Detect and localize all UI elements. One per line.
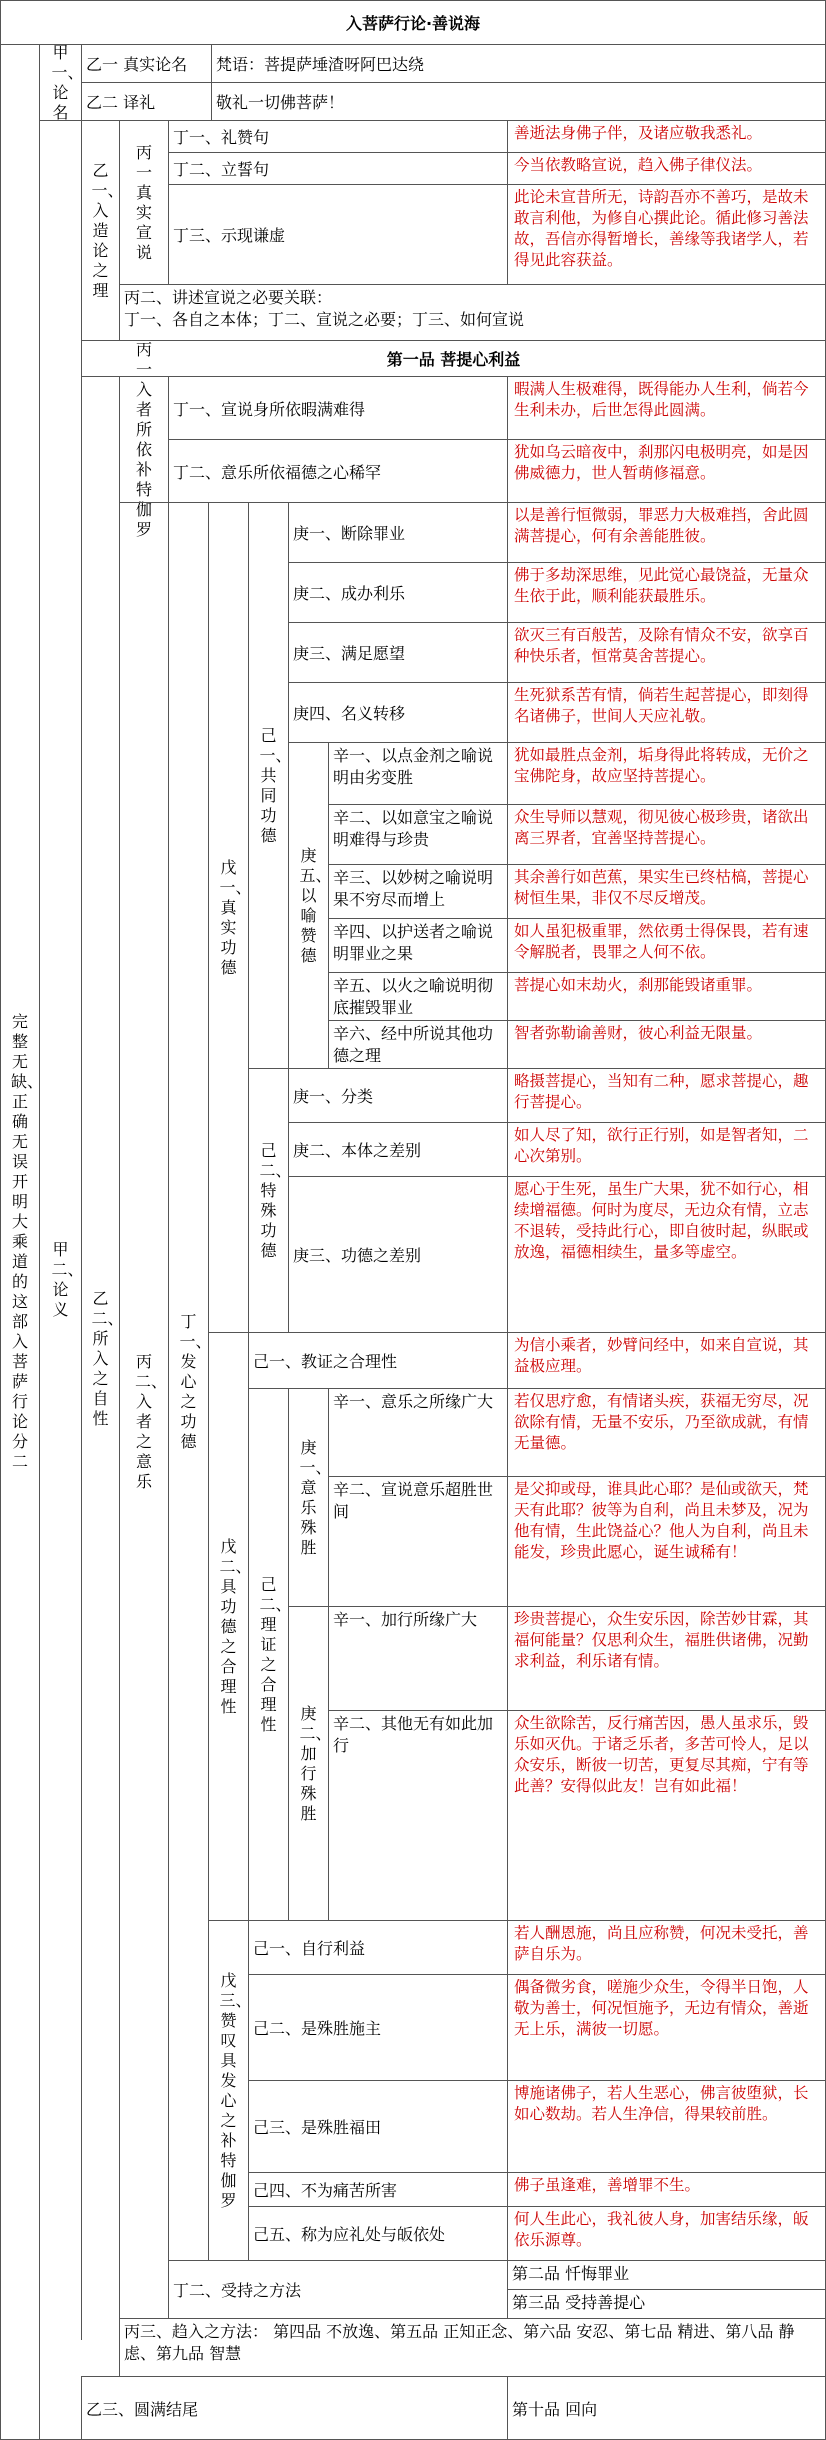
geng1b-verse: 略摄菩提心，当知有二种，愿求菩提心，趣行菩提心。 [507, 1068, 826, 1122]
geng4-verse: 生死狱系苦有情，倘若生起菩提心，即刻得名诸佛子，世间人天应礼敬。 [507, 682, 826, 742]
ji5c: 己五、称为应礼处与皈依处 [248, 2206, 507, 2260]
ji4c: 己四、不为痛苦所害 [248, 2172, 507, 2206]
geng1b: 庚一、分类 [288, 1068, 507, 1122]
root-text: 完整无缺、正确无误开明大乘道的这部入菩萨行论分二 [11, 1012, 44, 1471]
bing2b-text: 丙二、入者之意乐 [135, 1351, 168, 1491]
yi2-text: 敬礼一切佛菩萨！ [211, 82, 826, 120]
geng2b: 庚二、本体之差别 [288, 1122, 507, 1176]
xin4: 辛四、以护送者之喻说明罪业之果 [328, 918, 507, 972]
geng1-verse: 以是善行恒微弱，罪恶力大极难挡，舍此圆满菩提心，何有余善能胜彼。 [507, 502, 826, 562]
geng3-verse: 欲灭三有百般苦，及除有情众不安，欲享百种快乐者，恒常莫舍菩提心。 [507, 622, 826, 682]
ji4c-verse: 佛子虽逢难，善增罪不生。 [507, 2172, 826, 2206]
xin6: 辛六、经中所说其他功德之理 [328, 1020, 507, 1068]
geng3b: 庚三、功德之差别 [288, 1176, 507, 1332]
bing1b [119, 339, 168, 539]
xin4-verse: 如人虽犯极重罪，然依勇士得保畏，若有速令解脱者，畏罪之人何不依。 [507, 918, 826, 972]
yi2-jia1: 乙二 译礼 [81, 82, 211, 120]
ji2b-text: 己二、理证之合理性 [259, 1574, 292, 1734]
xin2: 辛二、以如意宝之喻说明难得与珍贵 [328, 804, 507, 864]
ding1c-text: 丁一、发心之功德 [179, 1311, 212, 1451]
ding1-verse: 善逝法身佛子伴，及诸应敬我悉礼。 [507, 120, 826, 152]
geng4: 庚四、名义转移 [288, 682, 507, 742]
geng3b-verse: 愿心于生死，虽生广大果，犹不如行心，相续增福德。何时为度尽，无边众有情，立志不退转，受持此行心，即自彼时起，纵眠或放逸，福德相续生，量多等虚空。 [507, 1176, 826, 1332]
yi1-text: 梵语：菩提萨埵渣呀阿巴达绕 [211, 44, 826, 82]
xin6-verse: 智者弥勒谕善财，彼心利益无限量。 [507, 1020, 826, 1068]
ji1 [248, 502, 292, 1068]
wu3-text: 戊三、赞叹具发心之补特伽罗 [219, 1970, 252, 2210]
ji1c: 己一、自行利益 [248, 1920, 507, 1974]
ji2c-verse: 偶备微劣食，嗟施少众生，令得半日饱，人敬为善士，何况恒施予，无边有情众，善逝无上乐，满彼一切愿。 [507, 1974, 826, 2080]
ding1b: 丁一、宣说身所依暇满难得 [168, 376, 507, 439]
xin3: 辛三、以妙树之喻说明果不穷尽而增上 [328, 864, 507, 918]
bing1 [119, 120, 168, 284]
xin2b: 辛二、宣说意乐超胜世间 [328, 1476, 507, 1606]
ding2: 丁二、立誓句 [168, 152, 507, 184]
ding2b-verse: 犹如乌云暗夜中，刹那闪电极明亮，如是因佛威德力，世人暂萌修福意。 [507, 439, 826, 502]
ding1b-verse: 暇满人生极难得，既得能办人生利，倘若今生利未办，后世怎得此圆满。 [507, 376, 826, 439]
ji1b-verse: 为信小乘者，妙臂问经中，如来自宣说，其益极应理。 [507, 1332, 826, 1388]
ding2-verse: 今当依教略宣说，趋入佛子律仪法。 [507, 152, 826, 184]
xin1c: 辛一、加行所缘广大 [328, 1606, 507, 1710]
bing3: 丙三、趋入之方法： 第四品 不放逸、第五品 正知正念、第六品 安忍、第七品 精进、第八品 静虑、第九品 智慧 [119, 2318, 826, 2376]
xin2c-verse: 众生欲除苦，反行痛苦因，愚人虽求乐，毁乐如灭仇。于诸乏乐者，多苦可怜人，足以众安乐，断彼一切苦，更复尽其痴，宁有等此善？安得似此友！岂有如此福！ [507, 1710, 826, 1920]
geng1c-text: 庚一、意乐殊胜 [299, 1437, 332, 1557]
xin1-verse: 犹如最胜点金剂，垢身得此将转成，无价之宝佛陀身，故应坚持菩提心。 [507, 742, 826, 804]
geng1: 庚一、断除罪业 [288, 502, 507, 562]
wu2-text: 戊二、具功德之合理性 [219, 1536, 252, 1716]
xin1c-verse: 珍贵菩提心，众生安乐因，除苦妙甘霖，其福何能量？仅思利众生，福胜供诸佛，况勤求利益，利乐诸有情。 [507, 1606, 826, 1710]
yi3: 乙三、圆满结尾 [81, 2376, 507, 2440]
bing2b [119, 502, 168, 2340]
ji2 [248, 1068, 292, 1332]
geng2: 庚二、成办利乐 [288, 562, 507, 622]
xin2b-verse: 是父抑或母，谁具此心耶？是仙或欲天，梵天有此耶？彼等为自利，尚且未梦及，况为他有情，生此饶益心？他人为自利，尚且未能发，珍贵此愿心，诞生诚稀有！ [507, 1476, 826, 1606]
ding1: 丁一、礼赞句 [168, 120, 507, 152]
ding2c-verse1: 第二品 忏悔罪业 [507, 2260, 826, 2289]
wu2 [208, 1332, 252, 1920]
wu1-text: 戊一、真实功德 [219, 857, 252, 977]
jia1-text: 甲一、论名 [51, 42, 84, 122]
geng3: 庚三、满足愿望 [288, 622, 507, 682]
ding2b: 丁二、意乐所依福德之心稀罕 [168, 439, 507, 502]
xin1b: 辛一、意乐之所缘广大 [328, 1388, 507, 1476]
ding2c-verse2: 第三品 受持善提心 [507, 2289, 826, 2318]
bing1-text: 丙一 真实宣说 [135, 142, 152, 262]
geng2c [288, 1606, 332, 1920]
xin5-verse: 菩提心如末劫火，刹那能毁诸重罪。 [507, 972, 826, 1020]
ji2-text: 己二、特殊功德 [259, 1140, 292, 1260]
ji5c-verse: 何人生此心，我礼彼人身，加害结乐缘，皈依乐源尊。 [507, 2206, 826, 2260]
title: 入菩萨行论·善说海 [0, 0, 826, 44]
ding2c: 丁二、受持之方法 [168, 2260, 507, 2318]
xin2-verse: 众生导师以慧观，彻见彼心极珍贵，诸欲出离三界者，宜善坚持菩提心。 [507, 804, 826, 864]
xin2c: 辛二、其他无有如此加行 [328, 1710, 507, 1920]
bing2: 丙二、讲述宣说之必要关联： 丁一、各自之本体；丁二、宣说之必要；丁三、如何宣说 [119, 284, 826, 340]
geng2-verse: 佛于多劫深思维，见此觉心最饶益，无量众生依于此，顺利能获最胜乐。 [507, 562, 826, 622]
geng5-text: 庚五、以喻赞德 [299, 845, 332, 965]
xin3-verse: 其余善行如芭蕉，果实生已终枯槁，菩提心树恒生果，非仅不尽反增茂。 [507, 864, 826, 918]
ding3: 丁三、示现谦虚 [168, 184, 507, 284]
wu1 [208, 502, 252, 1332]
geng2c-text: 庚二、加行殊胜 [299, 1703, 332, 1823]
jia2-text: 甲二、论义 [51, 1240, 84, 1319]
bing1b-text: 丙一 入者所依补特伽罗 [135, 339, 152, 539]
wu3 [208, 1920, 252, 2260]
geng2b-verse: 如人尽了知，欲行正行别，如是智者知，二心次第别。 [507, 1122, 826, 1176]
ji2b [248, 1388, 292, 1920]
xin1: 辛一、以点金剂之喻说明由劣变胜 [328, 742, 507, 804]
yi1 [81, 120, 124, 340]
yi2-text: 乙二、所入之自性 [91, 1288, 124, 1428]
geng5 [288, 742, 332, 1068]
yi2 [81, 376, 124, 2340]
ji2c: 己二、是殊胜施主 [248, 1974, 507, 2080]
jia2 [39, 120, 84, 2440]
jia1 [39, 42, 84, 122]
root [0, 44, 44, 2440]
chapter1: 第一品 菩提心利益 [81, 340, 826, 376]
ji1b: 己一、教证之合理性 [248, 1332, 507, 1388]
ji3c: 己三、是殊胜福田 [248, 2080, 507, 2172]
yi1-text: 乙一、入造论之理 [91, 160, 124, 300]
geng1c [288, 1388, 332, 1606]
xin1b-verse: 若仅思疗愈，有情诸头疾，获福无穷尽，况欲除有情，无量不安乐，乃至欲成就，有情无量德。 [507, 1388, 826, 1476]
ji3c-verse: 博施诸佛子，若人生恶心，佛言彼堕狱，长如心数劫。若人生净信，得果较前胜。 [507, 2080, 826, 2172]
xin5: 辛五、以火之喻说明彻底摧毁罪业 [328, 972, 507, 1020]
ji1c-verse: 若人酬恩施，尚且应称赞，何况未受托，善萨自乐为。 [507, 1920, 826, 1974]
ding1c [168, 502, 212, 2260]
yi1-jia1: 乙一 真实论名 [81, 44, 211, 82]
ji1-text: 己一、共同功德 [259, 725, 292, 845]
chapter10: 第十品 回向 [507, 2376, 826, 2440]
ding3-verse: 此论未宣昔所无，诗韵吾亦不善巧，是故未敢言利他，为修自心撰此论。循此修习善法故，吾信亦得暂增长，善缘等我诸学人，若得见此容获益。 [507, 184, 826, 284]
